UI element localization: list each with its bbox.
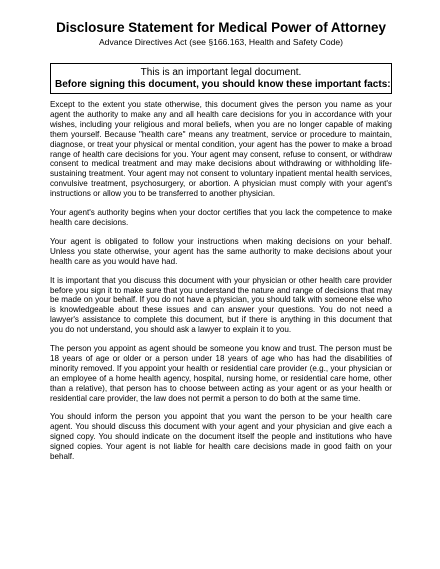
document-body [50,100,392,462]
document-title: Disclosure Statement for Medical Power of Attorney [56,20,386,35]
paragraph-agent-authority: Except to the extent you state otherwise, this document gives the person you name as your agent the authority to make any and all health care decisions for you in accordance with your wishes, including your religious and moral beliefs, when you are no longer capable of making them yourself. Because "health care" means any treatment, service or procedure to maintain, diagnose, or treat your physical or mental condition, your agent has the power to make a broad range of health care decisions for you. Your agent may consent, refuse to consent, or withdraw consent to medical treatment and may make decisions about withdrawing or withholding life-sustaining treatment. Your agent may not consent to voluntary inpatient mental health services, convulsive treatment, psychosurgery, or abortion. A physician must comply with your agent's instructions or allow you to be transferred to another physician. [50,100,392,199]
paragraph-agent-obligation: Your agent is obligated to follow your instructions when making decisions on your behalf. Unless you state otherwise, your agent has the same authority to make decisions about your health care as you would have had. [50,236,392,266]
document-subtitle: Advance Directives Act (see §166.163, Health and Safety Code) [98,37,344,47]
notice-line-2: Before signing this document, you should know these important facts: [55,79,391,90]
paragraph-choose-agent: The person you appoint as agent should be someone you know and trust. The person must be 18 years of age or older or a person under 18 years of age who has had the disabilities of minority removed. If you appoint your health or residential care provider (e.g., your physician or an employee of a home health agency, hospital, nursing home, or residential care home, other than a relative), that person has to choose between acting as your agent or as your health or residential care provider, the law does not permit a person to do both at the same time. [50,344,392,403]
notice-line-1: This is an important legal document. [140,67,302,78]
paragraph-inform-agent: You should inform the person you appoint that you want the person to be your health care agent. You should discuss this document with your agent and your physician and give each a signed copy. You should indicate on the document itself the people and institutions who have signed copies. Your agent is not liable for health care decisions made in good faith on your behalf. [50,412,392,462]
paragraph-discuss-document: It is important that you discuss this document with your physician or other health care provider before you sign it to make sure that you understand the nature and range of decisions that may be made on your behalf. If you do not have a physician, you should talk with someone else who is knowledgeable about these issues and can answer your questions. You do not need a lawyer's assistance to complete this document, but if there is anything in this document that you do not understand, you should ask a lawyer to explain it to you. [50,275,392,335]
important-notice-box [50,63,392,94]
paragraph-authority-begins: Your agent's authority begins when your doctor certifies that you lack the competence to make health care decisions. [50,208,392,227]
